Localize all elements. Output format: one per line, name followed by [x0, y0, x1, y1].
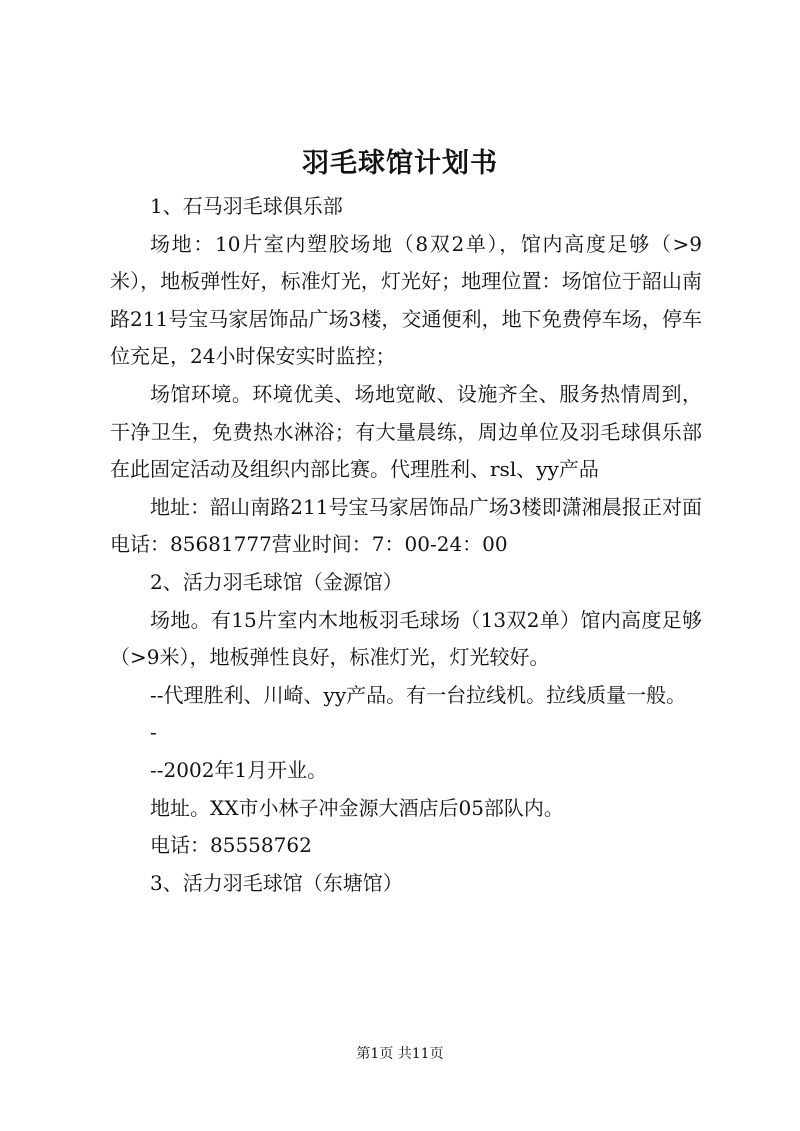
paragraph-dash: -	[150, 720, 157, 745]
paragraph-venue-1: 场地：10片室内塑胶场地（8双2单），馆内高度足够（>9米），地板弹性好，标准灯光，灯光好；地理位置：场馆位于韶山南路211号宝马家居饰品广场3楼，交通便利，地下免费停车场，停车位充足，24小时保安实时监控；	[110, 231, 702, 369]
paragraph-venue-2: 场地。有15片室内木地板羽毛球场（13双2单）馆内高度足够（>9米），地板弹性良好，标准灯光，灯光较好。	[110, 607, 702, 670]
heading-club-1: 1、石马羽毛球俱乐部	[150, 194, 343, 218]
paragraph-products-2: --代理胜利、川崎、yy产品。有一台拉线机。拉线质量一般。	[150, 682, 687, 707]
paragraph-opened-2: --2002年1月开业。	[150, 757, 328, 782]
document-title: 羽毛球馆计划书	[302, 148, 498, 179]
heading-club-2: 2、活力羽毛球馆（金源馆）	[150, 569, 403, 594]
paragraph-environment-1: 场馆环境。环境优美、场地宽敞、设施齐全、服务热情周到，干净卫生，免费热水淋浴；有大量晨练，周边单位及羽毛球俱乐部在此固定活动及组织内部比赛。代理胜利、rsl、yy产品	[110, 381, 702, 482]
paragraph-phone-2: 电话：85558762	[150, 833, 312, 858]
paragraph-address-1: 地址：韶山南路211号宝马家居饰品广场3楼即潇湘晨报正对面电话：85681777营业时间：7：00-24：00	[110, 494, 702, 557]
paragraph-address-2: 地址。XX市小林子冲金源大酒店后05部队内。	[150, 795, 564, 820]
page-footer: 第1页 共11页	[356, 1046, 444, 1062]
document-body	[110, 188, 702, 902]
heading-club-3: 3、活力羽毛球馆（东塘馆）	[150, 870, 403, 895]
